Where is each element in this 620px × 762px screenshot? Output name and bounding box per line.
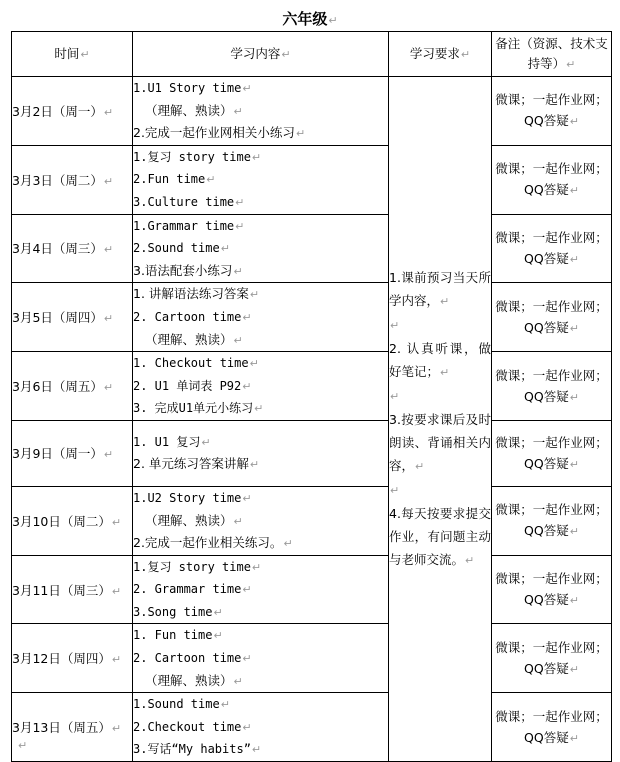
paragraph-mark-icon: ↵ <box>111 584 122 598</box>
title-text: 六年级 <box>282 10 328 28</box>
note-cell: 微课；一起作业网；QQ答疑↵ <box>492 486 612 555</box>
paragraph-mark-icon: ↵ <box>569 390 579 404</box>
requirement-item: 3.按要求课后及时朗读、背诵相关内容，↵ <box>389 412 491 474</box>
paragraph-mark-icon: ↵ <box>249 288 260 302</box>
table-row <box>12 555 612 624</box>
content-line: 1.Grammar time↵ <box>133 218 245 233</box>
content-line: 1.Sound time↵ <box>133 697 230 712</box>
paragraph-mark-icon: ↵ <box>103 381 114 395</box>
paragraph-mark-icon: ↵ <box>111 722 122 736</box>
paragraph-mark-icon: ↵ <box>111 653 122 667</box>
paragraph-mark-icon: ↵ <box>103 243 114 257</box>
content-cell <box>133 486 389 555</box>
date-cell: 3月5日（周四）↵ <box>12 283 133 352</box>
paragraph-mark-icon: ↵ <box>233 674 243 688</box>
paragraph-mark-icon: ↵ <box>242 82 252 95</box>
table-row <box>12 77 612 146</box>
table-row <box>12 283 612 352</box>
date-cell: 3月3日（周二）↵ <box>12 145 133 214</box>
note-cell: 微课；一起作业网；QQ答疑↵ <box>492 352 612 421</box>
content-cell <box>133 555 389 624</box>
paragraph-mark-icon: ↵ <box>569 184 579 198</box>
content-line: 3. 完成U1单元小练习↵ <box>133 401 264 416</box>
note-cell: 微课；一起作业网；QQ答疑↵ <box>492 555 612 624</box>
paragraph-mark-icon: ↵ <box>415 460 425 474</box>
paragraph-mark-icon: ↵ <box>569 457 579 471</box>
content-line: 2. U1 单词表 P92↵ <box>133 378 252 393</box>
requirement-item: 1.课前预习当天所学内容，↵ <box>389 270 491 309</box>
paragraph-mark-icon: ↵ <box>390 319 400 333</box>
note-cell: 微课；一起作业网；QQ答疑↵ <box>492 693 612 762</box>
paragraph-mark-icon: ↵ <box>249 458 260 472</box>
paragraph-mark-icon: ↵ <box>283 537 293 551</box>
paragraph-mark-icon: ↵ <box>251 560 262 574</box>
content-line: 3.Song time↵ <box>133 604 223 619</box>
paragraph-mark-icon: ↵ <box>569 731 579 745</box>
note-cell: 微课；一起作业网；QQ答疑↵ <box>492 77 612 146</box>
paragraph-mark-icon: ↵ <box>295 127 306 141</box>
content-cell <box>133 352 389 421</box>
content-line: 2.完成一起作业网相关小练习↵ <box>133 125 306 141</box>
content-line: 3.Culture time↵ <box>133 194 245 209</box>
paragraph-mark-icon: ↵ <box>569 252 579 266</box>
paragraph-mark-icon: ↵ <box>220 242 230 256</box>
requirement-item: 4.每天按要求提交作业，有问题主动与老师交流。↵ <box>389 506 491 568</box>
paragraph-mark-icon: ↵ <box>235 219 245 233</box>
table-row <box>12 693 612 762</box>
paragraph-mark-icon: ↵ <box>235 195 245 209</box>
paragraph-mark-icon: ↵ <box>242 379 252 393</box>
paragraph-mark-icon: ↵ <box>242 310 252 324</box>
paragraph-mark-icon: ↵ <box>465 554 475 568</box>
content-line: 1. U1 复习↵ <box>133 434 211 449</box>
paragraph-mark-icon: ↵ <box>242 720 252 734</box>
content-cell <box>133 145 389 214</box>
paragraph-mark-icon: ↵ <box>18 739 28 752</box>
header-time: 时间↵ <box>12 32 133 77</box>
paragraph-mark-icon: ↵ <box>206 173 216 187</box>
paragraph-mark-icon: ↵ <box>111 515 122 529</box>
content-cell <box>133 693 389 762</box>
content-cell <box>133 77 389 146</box>
content-line: 3.语法配套小练习↵ <box>133 262 243 278</box>
header-note: 备注（资源、技术支持等）↵ <box>492 32 612 77</box>
content-line: 1. 讲解语法练习答案↵ <box>133 286 260 302</box>
content-cell <box>133 624 389 693</box>
paragraph-mark-icon: ↵ <box>103 448 114 462</box>
content-line: 1. Fun time↵ <box>133 628 223 643</box>
date-cell: 3月4日（周三）↵ <box>12 214 133 283</box>
date-cell: 3月6日（周五）↵ <box>12 352 133 421</box>
requirement-cell <box>389 77 492 762</box>
content-line: 2. Cartoon time↵ <box>133 309 252 324</box>
content-line: 3.写话“My habits”↵ <box>133 742 262 757</box>
content-line: 2.Checkout time↵ <box>133 719 252 734</box>
content-line: 2. Cartoon time↵ <box>133 651 252 666</box>
content-line: 2.完成一起作业相关练习。↵ <box>133 535 293 551</box>
schedule-body <box>12 32 612 762</box>
paragraph-mark-icon: ↵ <box>440 295 450 309</box>
paragraph-mark-icon: ↵ <box>213 629 223 643</box>
content-line: （理解、熟读）↵ <box>145 331 243 347</box>
paragraph-mark-icon: ↵ <box>242 652 252 666</box>
paragraph-mark-icon: ↵ <box>569 525 579 539</box>
date-cell: 3月13日（周五）↵ <box>12 693 133 762</box>
paragraph-mark-icon: ↵ <box>569 115 579 129</box>
date-cell: 3月10日（周二）↵ <box>12 486 133 555</box>
date-cell: 3月12日（周四）↵ <box>12 624 133 693</box>
table-row <box>12 145 612 214</box>
content-line: 1.U1 Story time↵ <box>133 81 252 95</box>
paragraph-mark-icon: ↵ <box>103 105 114 119</box>
content-line: 2. 单元练习答案讲解↵ <box>133 456 260 472</box>
content-line: （理解、熟读）↵ <box>145 102 243 118</box>
paragraph-mark-icon: ↵ <box>440 366 450 380</box>
content-line: 1. Checkout time↵ <box>133 356 259 371</box>
paragraph-mark-icon: ↵ <box>233 514 243 528</box>
header-content: 学习内容↵ <box>133 32 389 77</box>
table-row <box>12 624 612 693</box>
table-row <box>12 214 612 283</box>
content-line: 2.Fun time↵ <box>133 172 216 187</box>
content-cell <box>133 214 389 283</box>
paragraph-mark-icon: ↵ <box>220 698 230 712</box>
note-cell: 微课；一起作业网；QQ答疑↵ <box>492 214 612 283</box>
paragraph-mark-icon: ↵ <box>390 484 400 498</box>
date-cell: 3月9日（周一）↵ <box>12 420 133 486</box>
content-line: （理解、熟读）↵ <box>145 512 243 528</box>
paragraph-mark-icon: ↵ <box>569 594 579 608</box>
paragraph-mark-icon: ↵ <box>233 333 243 347</box>
content-cell <box>133 283 389 352</box>
table-row <box>12 420 612 486</box>
content-line: 2. Grammar time↵ <box>133 582 252 597</box>
content-line: 1.U2 Story time↵ <box>133 490 252 505</box>
schedule-table <box>11 31 612 762</box>
requirement-item: 2. 认真听课，做好笔记；↵ <box>389 341 491 380</box>
note-cell: 微课；一起作业网；QQ答疑↵ <box>492 420 612 486</box>
note-cell: 微课；一起作业网；QQ答疑↵ <box>492 624 612 693</box>
paragraph-mark-icon: ↵ <box>254 402 264 416</box>
paragraph-mark-icon: ↵ <box>569 321 579 335</box>
paragraph-mark-icon: ↵ <box>390 390 400 404</box>
header-row <box>12 32 612 77</box>
paragraph-mark-icon: ↵ <box>201 435 211 449</box>
table-row <box>12 486 612 555</box>
paragraph-mark-icon: ↵ <box>242 583 252 597</box>
content-line: （理解、熟读）↵ <box>145 672 243 688</box>
note-cell: 微课；一起作业网；QQ答疑↵ <box>492 283 612 352</box>
paragraph-mark-icon: ↵ <box>213 605 223 619</box>
content-cell <box>133 420 389 486</box>
paragraph-mark-icon: ↵ <box>103 312 114 326</box>
note-cell: 微课；一起作业网；QQ答疑↵ <box>492 145 612 214</box>
date-cell: 3月2日（周一）↵ <box>12 77 133 146</box>
paragraph-mark-icon: ↵ <box>233 264 243 278</box>
paragraph-mark-icon: ↵ <box>569 662 579 676</box>
paragraph-mark-icon: ↵ <box>249 357 259 371</box>
paragraph-mark-icon: ↵ <box>233 104 243 118</box>
content-line: 2.Sound time↵ <box>133 241 230 256</box>
paragraph-mark-icon: ↵ <box>251 743 262 757</box>
content-line: 1.复习 story time↵ <box>133 559 262 574</box>
table-row <box>12 352 612 421</box>
paragraph-mark-icon: ↵ <box>103 174 114 188</box>
paragraph-mark-icon: ↵ <box>251 150 262 164</box>
date-cell: 3月11日（周三）↵ <box>12 555 133 624</box>
document-title <box>0 8 620 30</box>
paragraph-mark-icon: ↵ <box>328 14 338 27</box>
paragraph-mark-icon: ↵ <box>242 491 252 505</box>
header-requirement: 学习要求↵ <box>389 32 492 77</box>
content-line: 1.复习 story time↵ <box>133 149 262 164</box>
